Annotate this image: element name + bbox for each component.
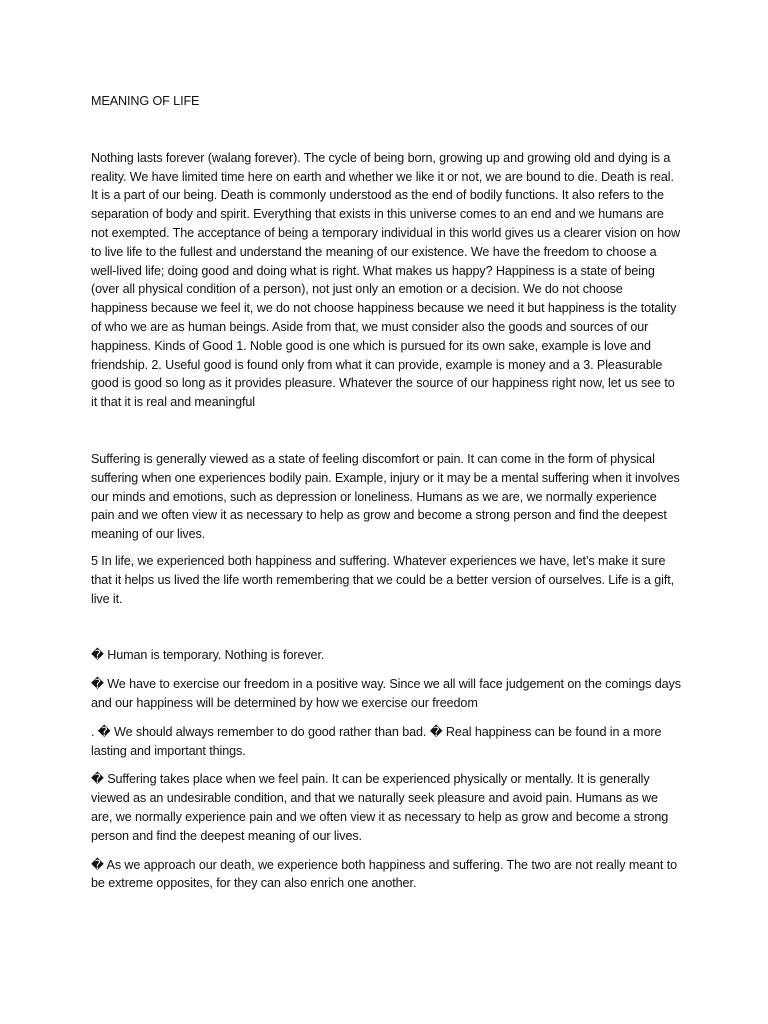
paragraph-life-is-a-gift: 5 In life, we experienced both happiness and suffering. Whatever experiences we have, let’s make it sure that it helps us lived the life worth remembering that we could be a better version of ourselves. Life is a gift, live it. [91, 553, 675, 606]
paragraph-suffering: Suffering is generally viewed as a state of feeling discomfort or pain. It can come in the form of physical suffering when one experiences bodily pain. Example, injury or it may be a mental suffering when it involves our minds and emotions, such as depression or loneliness. Humans as we are, we normally experience pain and we often view it as necessary to help as grow and become a strong person and find the deepest meaning of our lives. [91, 451, 680, 542]
spacer [91, 665, 681, 675]
document-body [91, 92, 681, 893]
spacer [91, 111, 681, 149]
spacer [91, 608, 681, 646]
spacer [91, 846, 681, 856]
document-title: MEANING OF LIFE [91, 94, 200, 108]
spacer [91, 412, 681, 450]
spacer [91, 760, 681, 770]
bullet-item: � Suffering takes place when we feel pain. It can be experienced physically or mentally. It is generally viewed as an undesirable condition, and that we naturally seek pleasure and avoid pain. Humans as we are, we normally experience pain and we often view it as necessary to help as grow and become a strong person and find the deepest meaning of our lives. [91, 772, 669, 843]
bullet-item: . � We should always remember to do good rather than bad. � Real happiness can be found in a more lasting and important things. [91, 724, 662, 758]
bullet-item: � Human is temporary. Nothing is forever. [91, 648, 325, 663]
paragraph-life-and-happiness: Nothing lasts forever (walang forever). The cycle of being born, growing up and growing old and dying is a reality. We have limited time here on earth and whether we like it or not, we are bound to die. Death is real. It is a part of our being. Death is commonly understood as the end of bodily functions. It also refers to the separation of body and spirit. Everything that exists in this universe comes to an end and we humans are not exempted. The acceptance of being a temporary individual in this world gives us a clearer vision on how to live life to the fullest and understand the meaning of our existence. We have the freedom to choose a well-lived life; doing good and doing what is right. What makes us happy? Happiness is a state of being (over all physical condition of a person), not just only an emotion or a decision. We do not choose happiness because we feel it, we do not choose happiness because we need it but happiness is the totality of who we are as human beings. Aside from that, we must consider also the goods and sources of our happiness. Kinds of Good 1. Noble good is one which is pursued for its own sake, example is love and friendship. 2. Useful good is found only from what it can provide, example is money and a 3. Pleasurable good is good so long as it provides pleasure. Whatever the source of our happiness right now, let us see to it that it is real and meaningful [91, 150, 681, 410]
bullet-item: � We have to exercise our freedom in a positive way. Since we all will face judgement on the comings days and our happiness will be determined by how we exercise our freedom [91, 677, 681, 710]
spacer [91, 544, 681, 552]
spacer [91, 713, 681, 723]
bullet-item: � As we approach our death, we experience both happiness and suffering. The two are not really meant to be extreme opposites, for they can also enrich one another. [91, 857, 678, 891]
